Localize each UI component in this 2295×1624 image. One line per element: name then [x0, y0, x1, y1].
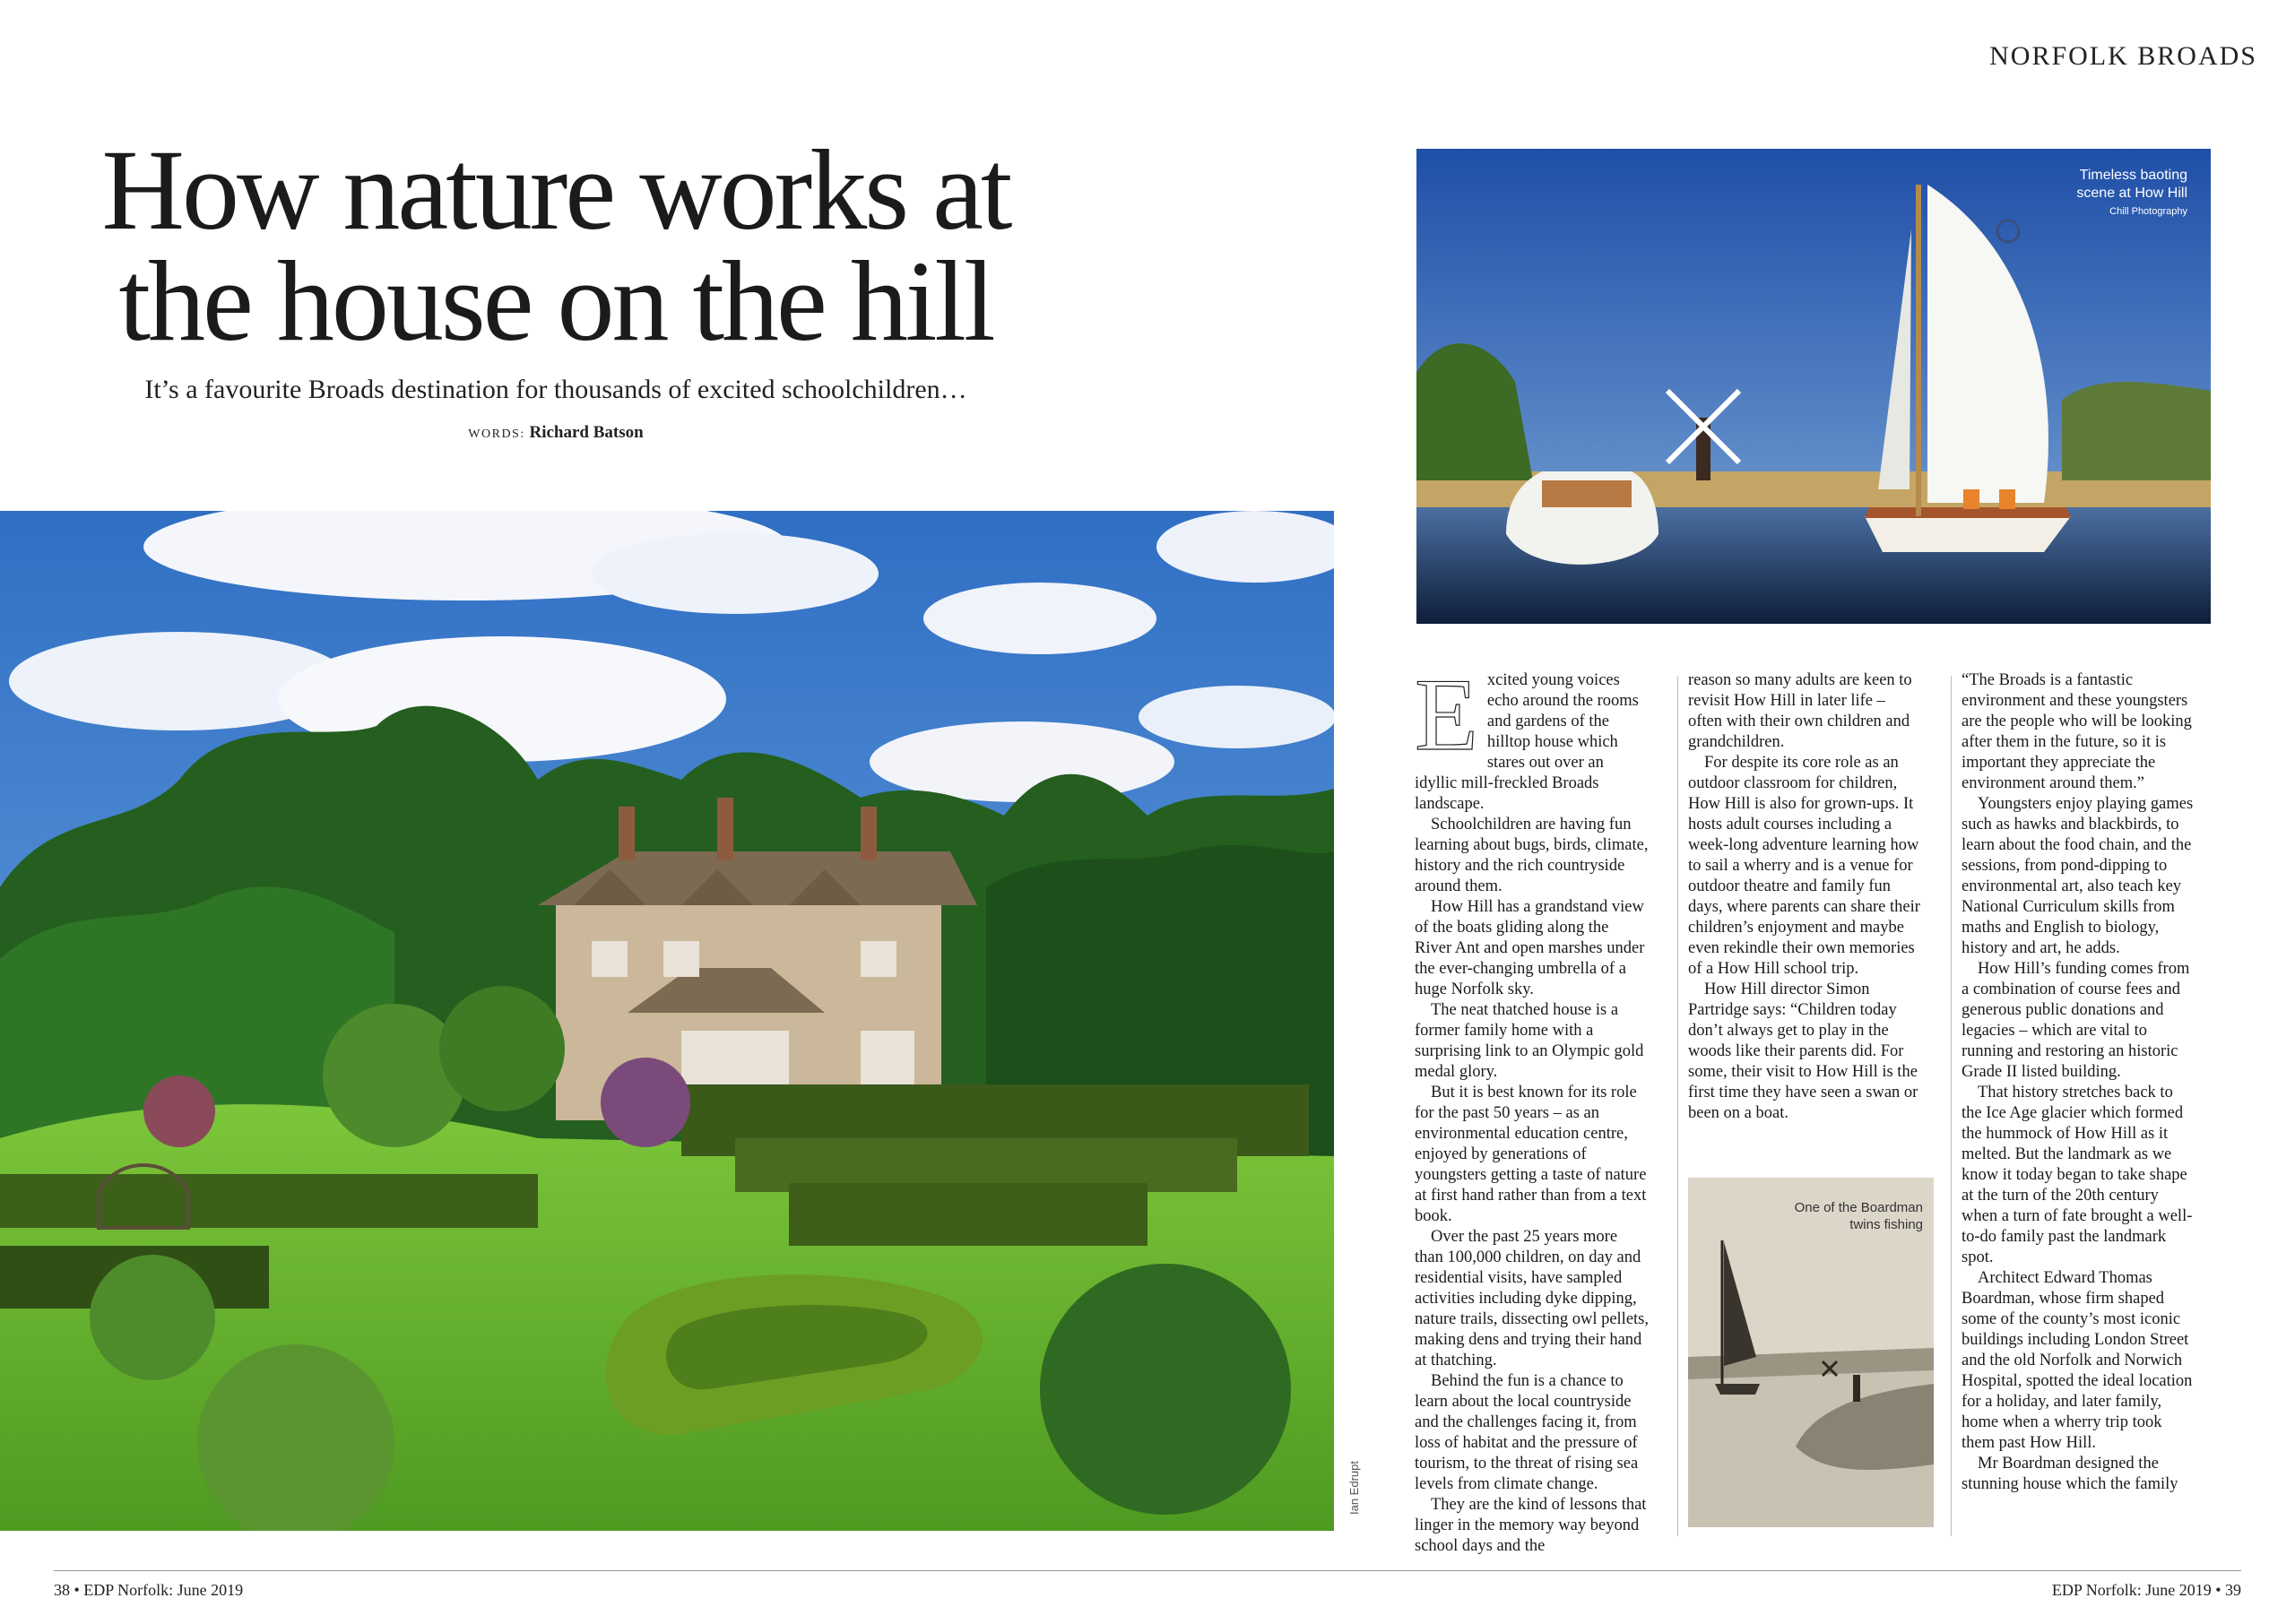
byline-label: WORDS:: [468, 428, 525, 441]
body-column-1: [1415, 658, 1650, 1557]
standfirst: It’s a favourite Broads destination for thousands of excited schoolchildren…: [144, 375, 967, 404]
body-paragraph: How Hill has a grandstand view of the boats gliding along the River Ant and open marshes under the ever-changing umbrella of a huge Norfolk sky.: [1415, 898, 1645, 998]
old-photo-caption: [1780, 1199, 1923, 1233]
column-rule: [1677, 676, 1678, 1536]
body-paragraph: How Hill director Simon Partridge says: “Children today don’t always get to play in the woods like their parents did. For some, their visit to How Hill is the first time they have seen a swan or been on a boat.: [1688, 980, 1918, 1122]
main-photo-credit: Ian Edrupt: [1347, 1461, 1361, 1515]
body-paragraph: That history stretches back to the Ice Age glacier which formed the hummock of How Hill as it melted. But the landmark as we know it today began to take shape at the turn of the 20th century when a turn of fate brought a well-to-do family past the landmark spot.: [1962, 1084, 2193, 1266]
footer-rule: [54, 1570, 2241, 1571]
folio-left: 38 • EDP Norfolk: June 2019: [54, 1581, 244, 1599]
main-photo-house-gardens: [0, 511, 1334, 1531]
old-caption-line1: One of the Boardman: [1794, 1200, 1923, 1215]
body-paragraph: Architect Edward Thomas Boardman, whose firm shaped some of the county’s most iconic buildings including London Street and the old Norfolk and Norwich Hospital, spotted the ideal location for a holiday, and later family, home when a wherry trip took them past How Hill.: [1962, 1269, 2193, 1452]
body-paragraph: The neat thatched house is a former family home with a surprising link to an Olympic gold medal glory.: [1415, 1001, 1644, 1081]
column-rule: [1951, 676, 1952, 1536]
folio-right: EDP Norfolk: June 2019 • 39: [2051, 1581, 2241, 1599]
body-paragraph: Excited young voices echo around the rooms and gardens of the hilltop house which stares out over an idyllic mill-freckled Broads landscape.: [1415, 658, 1639, 813]
body-paragraph: Mr Boardman designed the stunning house which the family: [1962, 1455, 2178, 1493]
boat-photo-credit: Chill Photography: [2109, 206, 2187, 217]
boat-photo-caption: [2076, 167, 2187, 220]
body-paragraph: For despite its core role as an outdoor classroom for children, How Hill is also for grown-ups. It hosts adult courses including a week-long adventure learning how to sail a wherry and is a venue for outdoor theatre and family fun days, where parents can share their children’s enjoyment and maybe even rekindle their own memories of a How Hill school trip.: [1688, 754, 1920, 978]
body-paragraph: “The Broads is a fantastic environment and these youngsters are the people who will be looking after them in the future, so it is important they appreciate the environment around them.”: [1962, 671, 2192, 792]
body-paragraph: Schoolchildren are having fun learning about bugs, birds, climate, history and the rich countryside around them.: [1415, 816, 1649, 895]
drop-cap: E: [1415, 658, 1478, 773]
boat-caption-line2: scene at How Hill: [2076, 186, 2187, 201]
headline: How nature works at the house on the hill: [101, 126, 1010, 365]
body-column-3: [1962, 670, 2196, 1495]
byline: [54, 423, 1058, 443]
body-paragraph: How Hill’s funding comes from a combination of course fees and generous public donations and legacies – which are vital to running and restoring an historic Grade II listed building.: [1962, 960, 2190, 1081]
body-paragraph: Youngsters enjoy playing games such as hawks and blackbirds, to learn about the food chain, and the sessions, from pond-dipping to environmental art, also teach key National Curriculum skills from maths and English to biology, history and art, he adds.: [1962, 795, 2194, 957]
body-paragraph: reason so many adults are keen to revisit How Hill in later life – often with their own children and grandchildren.: [1688, 671, 1912, 751]
body-paragraph: Behind the fun is a chance to learn about the local countryside and the challenges facing it, from loss of habitat and the pressure of tourism, to the threat of rising sea levels from climate change.: [1415, 1372, 1639, 1493]
body-column-2: [1688, 670, 1923, 1124]
section-label: NORFOLK BROADS: [1989, 41, 2257, 71]
body-paragraph: But it is best known for its role for the past 50 years – as an environmental education centre, enjoyed by generations of youngsters getting a taste of nature at first hand rather than from a text book.: [1415, 1084, 1647, 1225]
byline-author: Richard Batson: [529, 423, 644, 442]
boat-caption-line1: Timeless baoting: [2079, 168, 2187, 183]
body-paragraph: Over the past 25 years more than 100,000 children, on day and residential visits, have sampled activities including dyke dipping, nature trails, dissecting owl pellets, making dens and trying their hand at thatching.: [1415, 1228, 1649, 1369]
body-paragraph: They are the kind of lessons that linger in the memory way beyond school days and the: [1415, 1496, 1647, 1555]
old-caption-line2: twins fishing: [1849, 1217, 1923, 1232]
